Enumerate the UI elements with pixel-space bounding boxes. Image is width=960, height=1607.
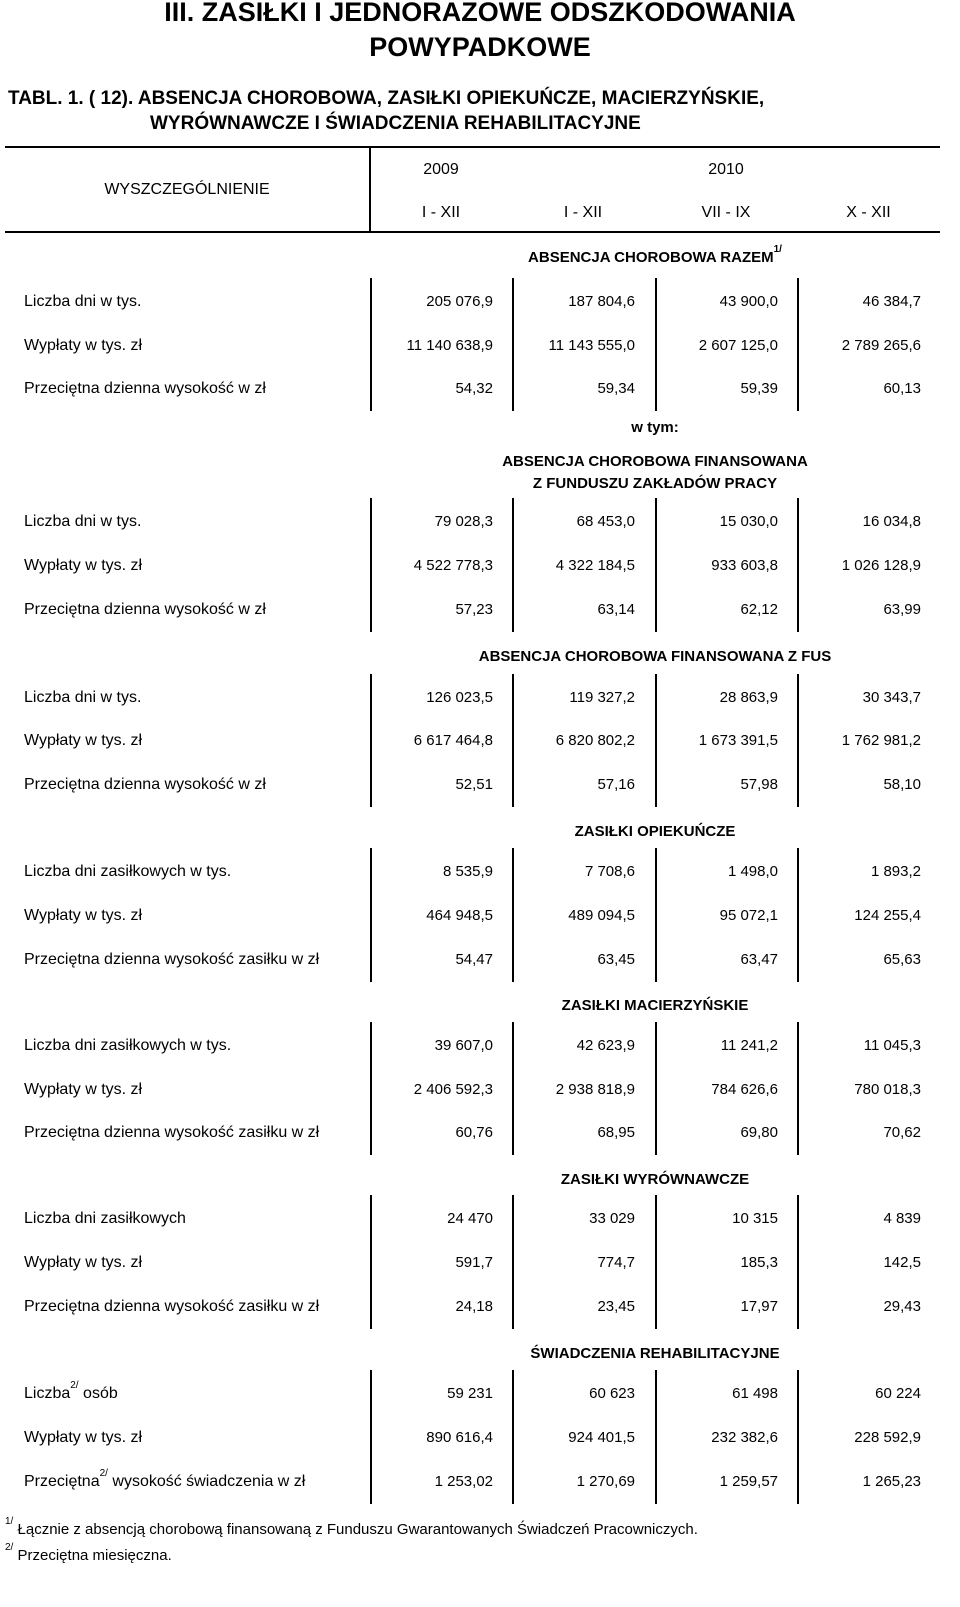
table-cell: 1 259,57 <box>719 1473 778 1490</box>
table-cell: 2 789 265,6 <box>841 337 921 354</box>
footnote-2 <box>5 1542 172 1566</box>
row-label-text: Wypłaty w tys. zł <box>24 1429 143 1446</box>
table-cell: 95 072,1 <box>719 907 778 924</box>
table-cell: 774,7 <box>597 1254 635 1271</box>
row-label-text: wysokość świadczenia w zł <box>107 1473 306 1490</box>
header-year-2009: 2009 <box>423 161 459 178</box>
table-cell: 780 018,3 <box>854 1081 921 1098</box>
header-top-rule <box>5 146 940 148</box>
table-cell: 57,98 <box>740 776 778 793</box>
table-cell: 61 498 <box>732 1385 778 1402</box>
table-cell: 63,45 <box>597 951 635 968</box>
table-cell: 591,7 <box>455 1254 493 1271</box>
page-title-line2: POWYPADKOWE <box>369 32 591 62</box>
table-cell: 23,45 <box>597 1298 635 1315</box>
table-cell: 205 076,9 <box>426 293 493 310</box>
section-title <box>370 244 940 268</box>
footnote-mark: 2/ <box>5 1542 14 1553</box>
table-cell: 60 623 <box>589 1385 635 1402</box>
table-cell: 59,39 <box>740 380 778 397</box>
table-cell: 1 026 128,9 <box>841 557 921 574</box>
table-cell: 1 893,2 <box>870 863 921 880</box>
footnote-text: Przeciętna miesięczna. <box>13 1547 172 1564</box>
row-label <box>24 336 142 356</box>
table-cell: 8 535,9 <box>442 863 493 880</box>
row-label-text: Wypłaty w tys. zł <box>24 1254 143 1271</box>
table-cell: 126 023,5 <box>426 689 493 706</box>
row-label <box>24 379 266 399</box>
row-label-text: Wypłaty w tys. zł <box>24 337 143 354</box>
row-label-text: Przeciętna dzienna wysokość w zł <box>24 776 266 793</box>
table-cell: 933 603,8 <box>711 557 778 574</box>
row-label-text: Wypłaty w tys. zł <box>24 732 143 749</box>
header-period: X - XII <box>846 204 891 221</box>
row-label <box>24 731 142 751</box>
table-cell: 59 231 <box>447 1385 493 1402</box>
row-label-text: osób <box>78 1385 118 1402</box>
header-bottom-rule <box>5 231 940 233</box>
table-cell: 57,16 <box>597 776 635 793</box>
table-cell: 6 617 464,8 <box>413 732 493 749</box>
table-cell: 124 255,4 <box>854 907 921 924</box>
table-cell: 187 804,6 <box>568 293 635 310</box>
table-title: TABL. 1. ( 12). ABSENCJA CHOROBOWA, ZASIŁKI OPIEKUŃCZE, MACIERZYŃSKIE, <box>8 88 765 109</box>
table-cell: 232 382,6 <box>711 1429 778 1446</box>
row-label-text: Wypłaty w tys. zł <box>24 1081 143 1098</box>
footnote-1 <box>5 1516 698 1540</box>
header-period: VII - IX <box>701 204 751 221</box>
row-label <box>24 292 141 312</box>
table-cell: 7 708,6 <box>584 863 635 880</box>
table-cell: 24,18 <box>455 1298 493 1315</box>
section-title: ŚWIADCZENIA REHABILITACYJNE <box>530 1345 780 1362</box>
row-label-text: Przeciętna <box>24 1473 100 1490</box>
table-cell: 60,13 <box>883 380 921 397</box>
table-cell: 63,14 <box>597 601 635 618</box>
table-cell: 890 616,4 <box>426 1429 493 1446</box>
table-cell: 1 498,0 <box>727 863 778 880</box>
row-label-text: Przeciętna dzienna wysokość zasiłku w zł <box>24 1124 320 1141</box>
section-title: ZASIŁKI WYRÓWNAWCZE <box>560 1171 750 1188</box>
row-label <box>24 1467 306 1492</box>
table-cell: 15 030,0 <box>719 513 778 530</box>
section-title-text: ABSENCJA CHOROBOWA RAZEM <box>528 249 774 266</box>
row-label-text: Przeciętna dzienna wysokość w zł <box>24 601 266 618</box>
footnote-text: Łącznie z absencją chorobową finansowaną z Funduszu Gwarantowanych Świadczeń Pracowniczych. <box>13 1521 698 1538</box>
table-cell: 784 626,6 <box>711 1081 778 1098</box>
row-label-text: Przeciętna dzienna wysokość zasiłku w zł <box>24 1298 320 1315</box>
table-cell: 4 839 <box>883 1210 921 1227</box>
section-title: ABSENCJA CHOROBOWA FINANSOWANA <box>502 453 808 470</box>
table-cell: 54,47 <box>455 951 493 968</box>
table-cell: 69,80 <box>740 1124 778 1141</box>
row-label <box>24 1253 142 1273</box>
table-cell: 43 900,0 <box>719 293 778 310</box>
row-label-text: Liczba <box>24 1385 71 1402</box>
row-label <box>24 512 141 532</box>
row-label <box>24 862 231 882</box>
table-cell: 142,5 <box>883 1254 921 1271</box>
section-title: ABSENCJA CHOROBOWA FINANSOWANA Z FUS <box>478 648 832 665</box>
header-year-2010: 2010 <box>708 161 744 178</box>
row-label <box>24 1428 142 1448</box>
table-cell: 70,62 <box>883 1124 921 1141</box>
table-cell: 29,43 <box>883 1298 921 1315</box>
table-cell: 17,97 <box>740 1298 778 1315</box>
table-cell: 68,95 <box>597 1124 635 1141</box>
row-label-text: Wypłaty w tys. zł <box>24 907 143 924</box>
table-cell: 1 253,02 <box>434 1473 493 1490</box>
row-label-text: Przeciętna dzienna wysokość w zł <box>24 380 266 397</box>
table-title-line2: WYRÓWNAWCZE I ŚWIADCZENIA REHABILITACYJNE <box>150 113 641 134</box>
table-cell: 24 470 <box>447 1210 493 1227</box>
table-cell: 11 143 555,0 <box>548 337 635 354</box>
row-label-text: Liczba dni zasiłkowych w tys. <box>24 863 232 880</box>
row-label <box>24 906 142 926</box>
footnote-mark: 2/ <box>70 1379 79 1391</box>
row-label <box>24 688 141 708</box>
table-cell: 16 034,8 <box>862 513 921 530</box>
footnote-mark: 2/ <box>99 1467 108 1479</box>
table-cell: 10 315 <box>732 1210 778 1227</box>
table-cell: 46 384,7 <box>862 293 921 310</box>
row-label <box>24 1080 142 1100</box>
table-cell: 60 224 <box>875 1385 921 1402</box>
row-label <box>24 775 266 795</box>
section-title: ZASIŁKI MACIERZYŃSKIE <box>561 997 749 1014</box>
table-cell: 185,3 <box>740 1254 778 1271</box>
table-cell: 79 028,3 <box>434 513 493 530</box>
row-label <box>24 556 142 576</box>
table-cell: 60,76 <box>455 1124 493 1141</box>
row-label-text: Liczba dni w tys. <box>24 513 142 530</box>
table-cell: 228 592,9 <box>854 1429 921 1446</box>
table-cell: 63,47 <box>740 951 778 968</box>
table-cell: 2 607 125,0 <box>698 337 778 354</box>
table-cell: 11 140 638,9 <box>406 337 493 354</box>
row-label <box>24 1209 186 1229</box>
table-cell: 2 406 592,3 <box>413 1081 493 1098</box>
section-title: w tym: <box>631 419 679 436</box>
table-cell: 33 029 <box>589 1210 635 1227</box>
table-cell: 54,32 <box>455 380 493 397</box>
header-period: I - XII <box>421 204 461 221</box>
table-cell: 68 453,0 <box>576 513 635 530</box>
row-label-text: Liczba dni w tys. <box>24 293 142 310</box>
row-label <box>24 600 266 620</box>
header-desc: WYSZCZEGÓLNIENIE <box>104 181 270 198</box>
table-cell: 2 938 818,9 <box>555 1081 635 1098</box>
page-title: III. ZASIŁKI I JEDNORAZOWE ODSZKODOWANIA <box>164 0 796 27</box>
row-label-text: Wypłaty w tys. zł <box>24 557 143 574</box>
table-cell: 1 762 981,2 <box>841 732 921 749</box>
table-cell: 924 401,5 <box>568 1429 635 1446</box>
footnote-mark: 1/ <box>5 1516 14 1527</box>
table-cell: 52,51 <box>455 776 493 793</box>
row-label <box>24 1297 319 1317</box>
table-cell: 119 327,2 <box>569 689 635 706</box>
table-cell: 464 948,5 <box>426 907 493 924</box>
footnote-mark: 1/ <box>773 244 782 255</box>
table-cell: 4 522 778,3 <box>413 557 493 574</box>
row-label <box>24 1123 319 1143</box>
row-label-text: Przeciętna dzienna wysokość zasiłku w zł <box>24 951 320 968</box>
table-cell: 65,63 <box>883 951 921 968</box>
table-cell: 59,34 <box>597 380 635 397</box>
section-title: ZASIŁKI OPIEKUŃCZE <box>574 823 736 840</box>
table-cell: 11 045,3 <box>863 1037 921 1054</box>
table-cell: 62,12 <box>740 601 778 618</box>
row-label-text: Liczba dni zasiłkowych <box>24 1210 186 1227</box>
table-cell: 39 607,0 <box>434 1037 493 1054</box>
row-label-text: Liczba dni w tys. <box>24 689 142 706</box>
table-cell: 28 863,9 <box>719 689 778 706</box>
table-cell: 1 673 391,5 <box>698 732 778 749</box>
table-cell: 489 094,5 <box>568 907 635 924</box>
table-cell: 6 820 802,2 <box>555 732 635 749</box>
header-period: I - XII <box>563 204 603 221</box>
row-label <box>24 950 319 970</box>
table-cell: 58,10 <box>883 776 921 793</box>
table-cell: 4 322 184,5 <box>555 557 635 574</box>
table-cell: 63,99 <box>883 601 921 618</box>
row-label <box>24 1379 118 1404</box>
table-cell: 30 343,7 <box>862 689 921 706</box>
row-label <box>24 1036 231 1056</box>
table-cell: 57,23 <box>455 601 493 618</box>
table-cell: 1 270,69 <box>576 1473 635 1490</box>
section-title: Z FUNDUSZU ZAKŁADÓW PRACY <box>532 475 778 492</box>
row-label-text: Liczba dni zasiłkowych w tys. <box>24 1037 232 1054</box>
table-cell: 1 265,23 <box>862 1473 921 1490</box>
table-cell: 42 623,9 <box>576 1037 635 1054</box>
table-cell: 11 241,2 <box>720 1037 778 1054</box>
